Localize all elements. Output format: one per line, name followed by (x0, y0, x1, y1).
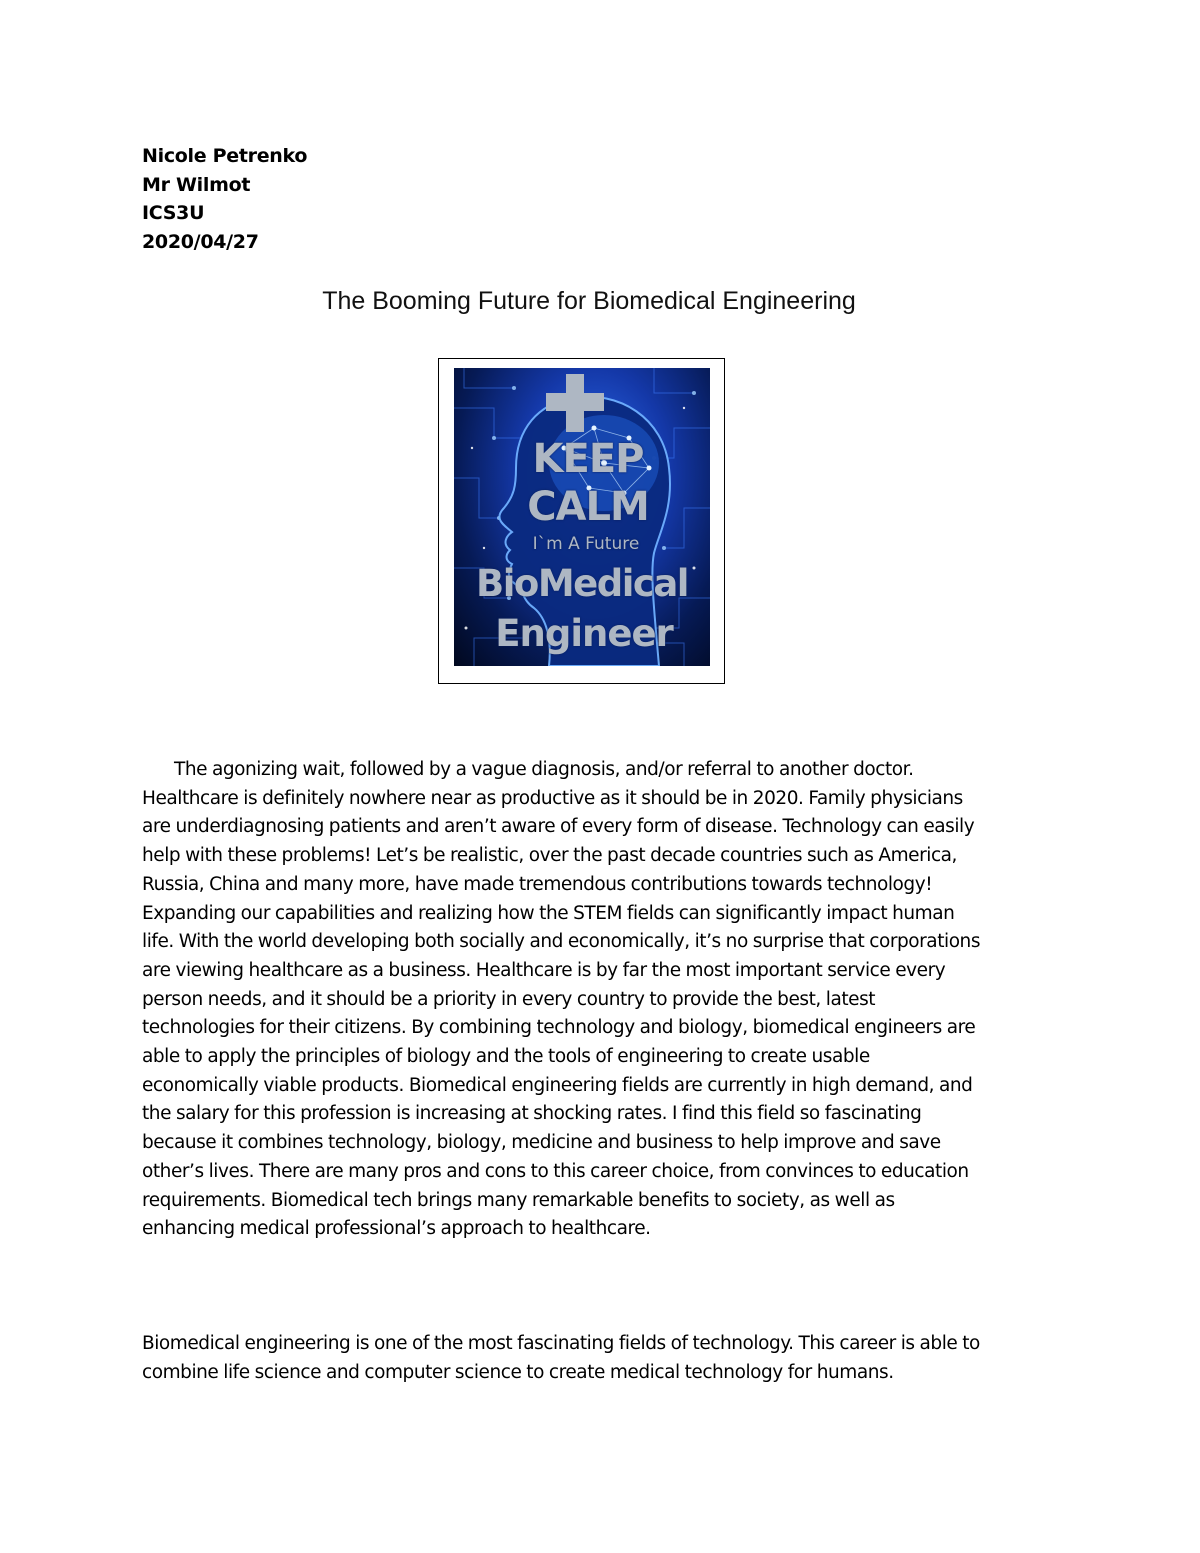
keep-calm-poster (454, 368, 710, 666)
paragraph-line: Biomedical engineering is one of the most fascinating fields of technology. This career is able to (142, 1333, 980, 1354)
paragraph-line: help with these problems! Let’s be realistic, over the past decade countries such as America, (142, 845, 957, 867)
poster-engineer-text: Engineer (495, 612, 673, 655)
body-paragraph-1 (142, 756, 1072, 1244)
course-code: ICS3U (142, 202, 205, 224)
body-paragraph-2 (142, 1330, 1072, 1387)
author-name: Nicole Petrenko (142, 145, 308, 167)
author-info (142, 142, 307, 256)
paragraph-line: Healthcare is definitely nowhere near as productive as it should be in 2020. Family physicians (142, 787, 963, 809)
paragraph-line: are viewing healthcare as a business. Healthcare is by far the most important service every (142, 959, 946, 981)
poster-calm-text: CALM (527, 484, 649, 530)
paragraph-line: The agonizing wait, followed by a vague diagnosis, and/or referral to another doctor. (174, 759, 914, 780)
paragraph-line: because it combines technology, biology, medicine and business to help improve and save (142, 1132, 941, 1154)
paragraph-line: combine life science and computer science to create medical technology for humans. (142, 1361, 894, 1383)
paragraph-line: economically viable products. Biomedical engineering fields are currently in high demand, and (142, 1074, 973, 1096)
paragraph-line: Russia, China and many more, have made tremendous contributions towards technology! (142, 873, 933, 895)
paragraph-line: are underdiagnosing patients and aren’t aware of every form of disease. Technology can easily (142, 816, 975, 838)
teacher-name: Mr Wilmot (142, 173, 251, 196)
paragraph-line: life. With the world developing both socially and economically, it’s no surprise that corporations (142, 931, 981, 953)
poster-keep-text: KEEP (532, 436, 644, 482)
paragraph-line: requirements. Biomedical tech brings many remarkable benefits to society, as well as (142, 1189, 895, 1211)
paragraph-line: other’s lives. There are many pros and cons to this career choice, from convinces to education (142, 1160, 969, 1182)
document-title: The Booming Future for Biomedical Engineering (322, 287, 856, 315)
paragraph-line: enhancing medical professional’s approach to healthcare. (142, 1218, 651, 1240)
poster-future-text: I`m A Future (532, 534, 640, 554)
poster-image-frame (438, 358, 725, 684)
paragraph-line: technologies for their citizens. By combining technology and biology, biomedical engineers are (142, 1017, 976, 1039)
paragraph-line: person needs, and it should be a priority in every country to provide the best, latest (142, 988, 876, 1010)
paragraph-line: able to apply the principles of biology and the tools of engineering to create usable (142, 1046, 870, 1068)
date: 2020/04/27 (142, 230, 259, 253)
paragraph-line: the salary for this profession is increasing at shocking rates. I find this field so fascinating (142, 1103, 922, 1125)
poster-biomedical-text: BioMedical (476, 562, 688, 605)
paragraph-line: Expanding our capabilities and realizing how the STEM fields can significantly impact human (142, 902, 955, 924)
